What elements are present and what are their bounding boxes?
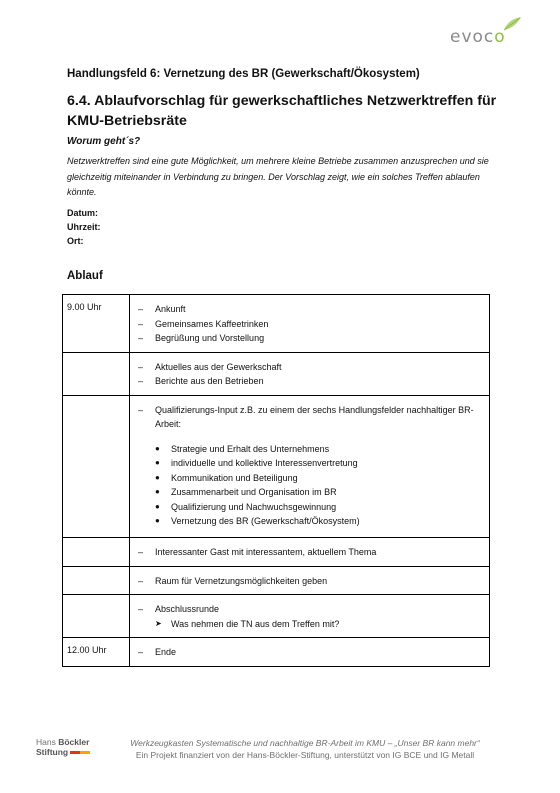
content-cell bbox=[130, 395, 490, 538]
topic-text: individuelle und kollektive Interessenvertretung bbox=[171, 458, 358, 469]
bullet-icon: ● bbox=[155, 443, 160, 453]
evoco-logo bbox=[448, 16, 524, 52]
arrow-icon: ➤ bbox=[155, 618, 162, 628]
table-row bbox=[63, 352, 490, 395]
content-cell bbox=[130, 566, 490, 595]
table-row bbox=[63, 395, 490, 538]
topic-item bbox=[155, 442, 483, 457]
agenda-item bbox=[138, 317, 483, 332]
time-cell bbox=[63, 395, 130, 538]
dash-marker: – bbox=[138, 647, 144, 658]
table-row bbox=[63, 538, 490, 567]
meeting-meta bbox=[67, 206, 101, 248]
time-cell bbox=[63, 595, 130, 638]
dash-marker: – bbox=[138, 604, 144, 615]
bullet-icon: ● bbox=[155, 516, 160, 526]
time-label: Uhrzeit: bbox=[67, 222, 101, 232]
intro-text: Netzwerktreffen sind eine gute Möglichkeit, um mehrere kleine Betriebe zusammen anzusprechen und sie gleichzeitig miteinander in Verbindung zu bringen. Der Vorschlag zeigt, wie ein solches Treffen ablaufen könnte. bbox=[67, 156, 489, 197]
schedule-heading: Ablauf bbox=[67, 270, 103, 282]
content-cell bbox=[130, 352, 490, 395]
agenda-item-text: Qualifizierungs-Input z.B. zu einem der sechs Handlungsfelder nachhaltiger BR-Arbeit: bbox=[155, 404, 474, 429]
agenda-item bbox=[138, 360, 483, 375]
sub-item-text: Was nehmen die TN aus dem Treffen mit? bbox=[171, 618, 340, 629]
footer-line-1: Werkzeugkasten Systematische und nachhaltige BR-Arbeit im KMU – „Unser BR kann mehr“ bbox=[130, 738, 480, 748]
topic-text: Kommunikation und Beteiligung bbox=[171, 472, 298, 483]
time-cell bbox=[63, 352, 130, 395]
topic-text: Strategie und Erhalt des Unternehmens bbox=[171, 443, 330, 454]
agenda-item bbox=[138, 545, 483, 560]
dash-marker: – bbox=[138, 547, 144, 558]
content-cell bbox=[130, 538, 490, 567]
page-footer bbox=[0, 735, 560, 765]
logo-color-bar bbox=[70, 751, 90, 754]
agenda-item bbox=[138, 374, 483, 389]
agenda-item-text: Berichte aus den Betrieben bbox=[155, 376, 264, 386]
topic-item bbox=[155, 471, 483, 486]
footer-line-2: Ein Projekt finanziert von der Hans-Böckler-Stiftung, unterstützt von IG BCE und IG Metall bbox=[135, 750, 475, 760]
bullet-icon: ● bbox=[155, 458, 160, 468]
content-cell bbox=[130, 595, 490, 638]
agenda-item-text: Begrüßung und Vorstellung bbox=[155, 333, 265, 343]
agenda-item bbox=[138, 331, 483, 346]
bullet-icon: ● bbox=[155, 472, 160, 482]
section-heading: Handlungsfeld 6: Vernetzung des BR (Gewerkschaft/Ökosystem) bbox=[67, 68, 420, 80]
agenda-item bbox=[138, 645, 483, 660]
agenda-item bbox=[138, 574, 483, 589]
footer-text bbox=[105, 737, 505, 761]
dash-marker: – bbox=[138, 404, 144, 415]
agenda-item-text: Ankunft bbox=[155, 304, 186, 314]
content-cell bbox=[130, 295, 490, 353]
bullet-icon: ● bbox=[155, 487, 160, 497]
agenda-item bbox=[138, 602, 483, 617]
time-cell: 9.00 Uhr bbox=[63, 295, 130, 353]
time-cell: 12.00 Uhr bbox=[63, 638, 130, 667]
topic-item bbox=[155, 456, 483, 471]
table-row bbox=[63, 295, 490, 353]
table-row bbox=[63, 595, 490, 638]
table-row bbox=[63, 566, 490, 595]
intro-heading: Worum geht´s? bbox=[67, 136, 141, 147]
time-cell bbox=[63, 538, 130, 567]
dash-marker: – bbox=[138, 318, 144, 329]
dash-marker: – bbox=[138, 575, 144, 586]
topic-text: Zusammenarbeit und Organisation im BR bbox=[171, 487, 337, 498]
topic-item bbox=[155, 500, 483, 515]
dash-marker: – bbox=[138, 361, 144, 372]
topic-item bbox=[155, 485, 483, 500]
topic-item bbox=[155, 514, 483, 529]
bullet-icon: ● bbox=[155, 501, 160, 511]
topic-text: Vernetzung des BR (Gewerkschaft/Ökosystem) bbox=[171, 516, 360, 527]
dash-marker: – bbox=[138, 376, 144, 386]
hans-boeckler-logo: Hans Böckler Stiftung bbox=[36, 737, 90, 757]
sub-item bbox=[155, 617, 483, 632]
evoco-wordmark: evoco bbox=[450, 27, 506, 47]
topic-text: Qualifizierung und Nachwuchsgewinnung bbox=[171, 501, 337, 512]
agenda-item-text: Gemeinsames Kaffeetrinken bbox=[155, 318, 269, 329]
agenda-item-text: Ende bbox=[155, 647, 177, 658]
agenda-item-text: Aktuelles aus der Gewerkschaft bbox=[155, 361, 282, 372]
schedule-table bbox=[62, 294, 490, 667]
dash-marker: – bbox=[138, 333, 144, 343]
topic-list bbox=[155, 442, 483, 530]
content-cell bbox=[130, 638, 490, 667]
date-label: Datum: bbox=[67, 208, 98, 218]
agenda-item bbox=[138, 302, 483, 317]
agenda-item-text: Interessanter Gast mit interessantem, aktuellem Thema bbox=[155, 547, 377, 558]
table-row bbox=[63, 638, 490, 667]
place-label: Ort: bbox=[67, 236, 84, 246]
agenda-item-text: Raum für Vernetzungsmöglichkeiten geben bbox=[155, 575, 328, 586]
dash-marker: – bbox=[138, 304, 144, 314]
page-title: 6.4. Ablaufvorschlag für gewerkschaftliches Netzwerktreffen für KMU-Betriebsräte bbox=[67, 93, 497, 129]
agenda-item-text: Abschlussrunde bbox=[155, 604, 220, 615]
time-cell bbox=[63, 566, 130, 595]
agenda-item bbox=[138, 403, 483, 432]
